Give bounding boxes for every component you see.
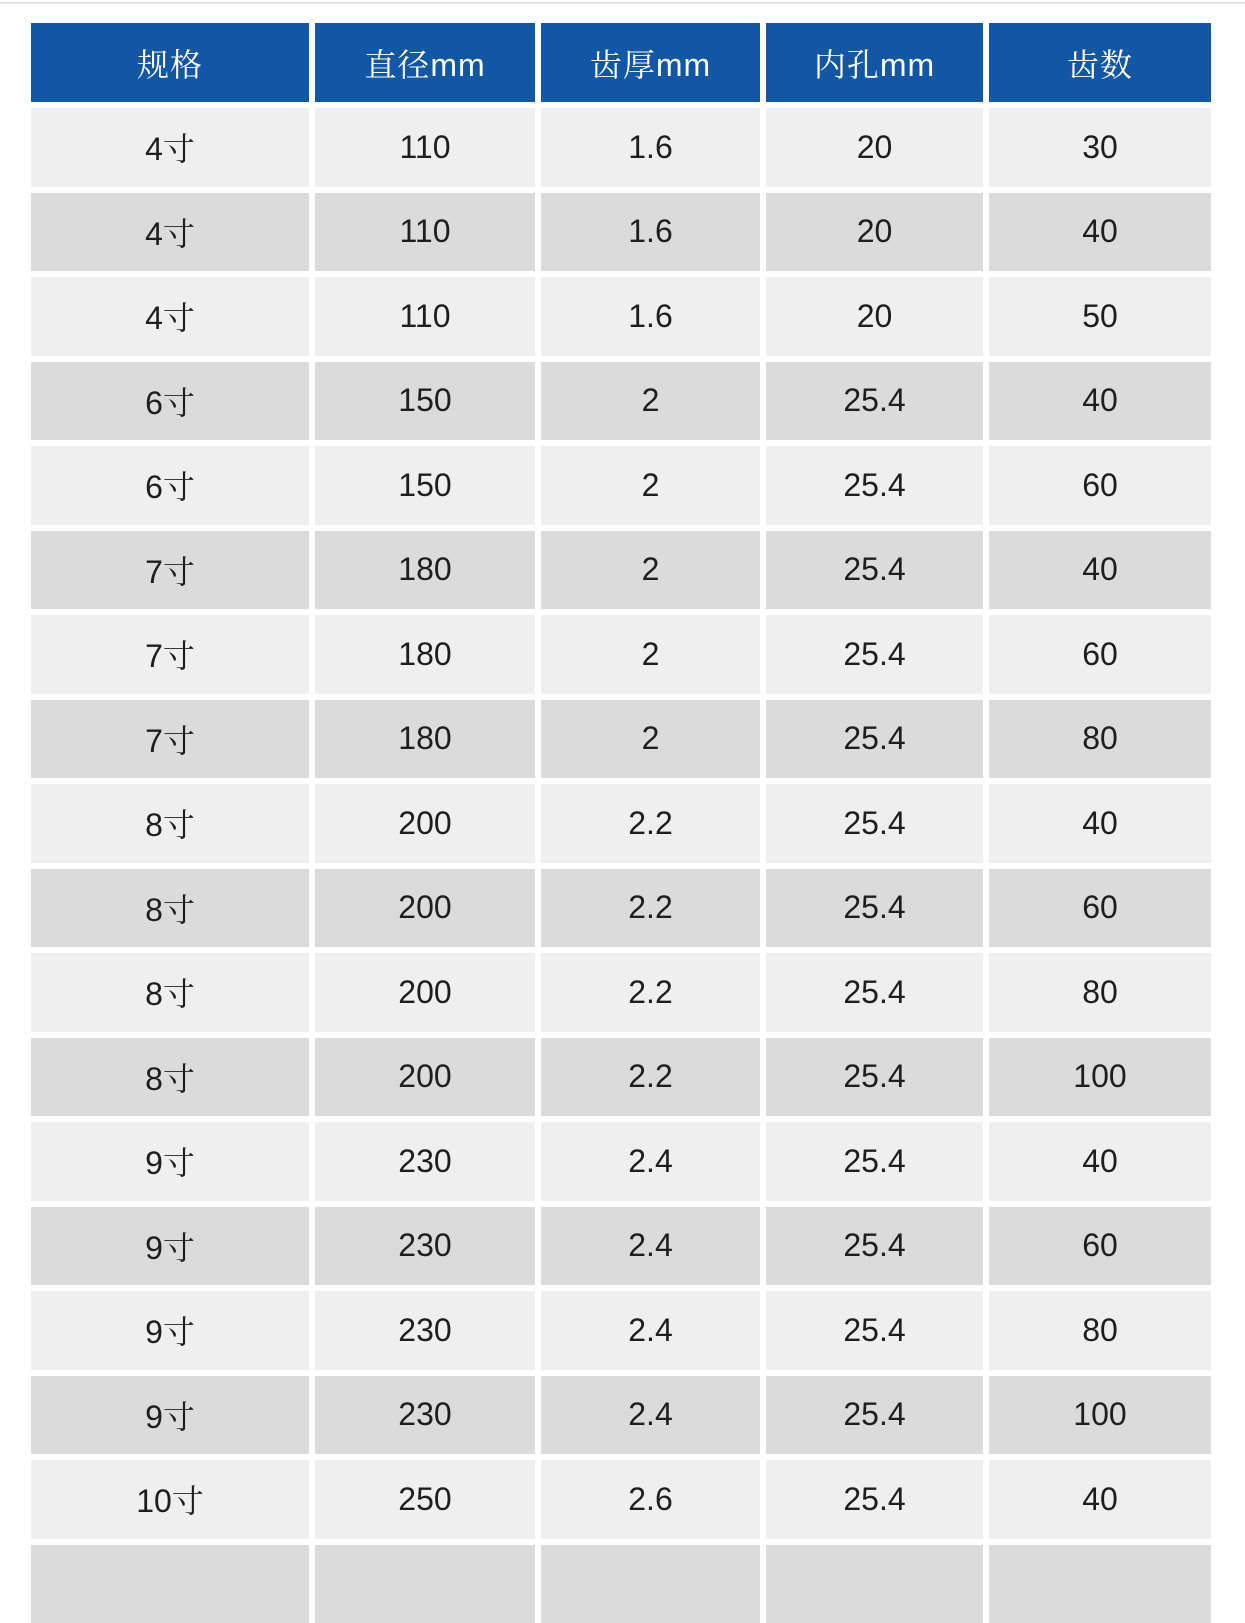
- table-cell: 1.6: [541, 108, 760, 187]
- table-cell: 2.4: [541, 1376, 760, 1455]
- table-cell: 2: [541, 615, 760, 694]
- table-cell: 40: [989, 784, 1211, 863]
- partial-row-cell: [541, 1545, 760, 1623]
- table-cell: 4寸: [31, 277, 309, 356]
- table-cell: 180: [315, 700, 535, 779]
- table-cell: 2: [541, 531, 760, 610]
- table-cell: 25.4: [766, 1460, 983, 1539]
- table-cell: 2.2: [541, 869, 760, 948]
- table-cell: 40: [989, 362, 1211, 441]
- table-cell: 230: [315, 1376, 535, 1455]
- table-cell: 4寸: [31, 108, 309, 187]
- table-cell: 2.4: [541, 1122, 760, 1201]
- table-cell: 2: [541, 362, 760, 441]
- header-cell: 规格: [31, 23, 309, 102]
- table-cell: 25.4: [766, 953, 983, 1032]
- table-cell: 8寸: [31, 953, 309, 1032]
- header-cell: 齿数: [989, 23, 1211, 102]
- partial-row-cell: [31, 1545, 309, 1623]
- table-cell: 25.4: [766, 1376, 983, 1455]
- table-cell: 25.4: [766, 531, 983, 610]
- table-cell: 100: [989, 1376, 1211, 1455]
- table-cell: 9寸: [31, 1122, 309, 1201]
- table-cell: 1.6: [541, 193, 760, 272]
- table-cell: 25.4: [766, 869, 983, 948]
- spec-table: [31, 23, 1211, 1623]
- table-cell: 9寸: [31, 1207, 309, 1286]
- table-cell: 2.6: [541, 1460, 760, 1539]
- table-cell: 2.2: [541, 953, 760, 1032]
- header-cell: 直径mm: [315, 23, 535, 102]
- table-cell: 7寸: [31, 700, 309, 779]
- table-cell: 25.4: [766, 1038, 983, 1117]
- partial-row-cell: [766, 1545, 983, 1623]
- table-cell: 7寸: [31, 615, 309, 694]
- table-cell: 200: [315, 953, 535, 1032]
- table-cell: 2: [541, 700, 760, 779]
- table-cell: 200: [315, 1038, 535, 1117]
- table-cell: 2.4: [541, 1207, 760, 1286]
- table-cell: 250: [315, 1460, 535, 1539]
- table-cell: 230: [315, 1207, 535, 1286]
- table-cell: 60: [989, 446, 1211, 525]
- table-cell: 25.4: [766, 1291, 983, 1370]
- partial-row-cell: [989, 1545, 1211, 1623]
- table-cell: 8寸: [31, 1038, 309, 1117]
- table-cell: 110: [315, 277, 535, 356]
- table-cell: 200: [315, 869, 535, 948]
- table-cell: 40: [989, 193, 1211, 272]
- table-cell: 2: [541, 446, 760, 525]
- table-cell: 40: [989, 531, 1211, 610]
- table-cell: 25.4: [766, 1122, 983, 1201]
- table-cell: 8寸: [31, 784, 309, 863]
- table-cell: 180: [315, 615, 535, 694]
- table-cell: 25.4: [766, 784, 983, 863]
- table-cell: 25.4: [766, 362, 983, 441]
- table-cell: 25.4: [766, 615, 983, 694]
- table-cell: 2.2: [541, 784, 760, 863]
- table-cell: 9寸: [31, 1376, 309, 1455]
- table-cell: 7寸: [31, 531, 309, 610]
- table-cell: 25.4: [766, 446, 983, 525]
- table-cell: 8寸: [31, 869, 309, 948]
- table-cell: 6寸: [31, 362, 309, 441]
- table-cell: 25.4: [766, 1207, 983, 1286]
- table-cell: 6寸: [31, 446, 309, 525]
- table-cell: 150: [315, 362, 535, 441]
- table-cell: 80: [989, 700, 1211, 779]
- header-cell: 齿厚mm: [541, 23, 760, 102]
- table-cell: 60: [989, 1207, 1211, 1286]
- table-cell: 180: [315, 531, 535, 610]
- table-cell: 150: [315, 446, 535, 525]
- table-cell: 200: [315, 784, 535, 863]
- header-cell: 内孔mm: [766, 23, 983, 102]
- table-cell: 110: [315, 193, 535, 272]
- table-cell: 110: [315, 108, 535, 187]
- table-cell: 20: [766, 277, 983, 356]
- top-divider-line: [0, 2, 1245, 4]
- table-cell: 2.2: [541, 1038, 760, 1117]
- table-cell: 100: [989, 1038, 1211, 1117]
- table-cell: 80: [989, 1291, 1211, 1370]
- table-cell: 20: [766, 108, 983, 187]
- table-cell: 60: [989, 869, 1211, 948]
- table-cell: 230: [315, 1291, 535, 1370]
- table-cell: 2.4: [541, 1291, 760, 1370]
- table-cell: 40: [989, 1460, 1211, 1539]
- partial-row-cell: [315, 1545, 535, 1623]
- table-cell: 20: [766, 193, 983, 272]
- table-cell: 25.4: [766, 700, 983, 779]
- table-cell: 60: [989, 615, 1211, 694]
- table-cell: 10寸: [31, 1460, 309, 1539]
- table-cell: 80: [989, 953, 1211, 1032]
- table-cell: 230: [315, 1122, 535, 1201]
- table-cell: 4寸: [31, 193, 309, 272]
- table-cell: 1.6: [541, 277, 760, 356]
- table-cell: 30: [989, 108, 1211, 187]
- table-cell: 9寸: [31, 1291, 309, 1370]
- table-cell: 50: [989, 277, 1211, 356]
- table-cell: 40: [989, 1122, 1211, 1201]
